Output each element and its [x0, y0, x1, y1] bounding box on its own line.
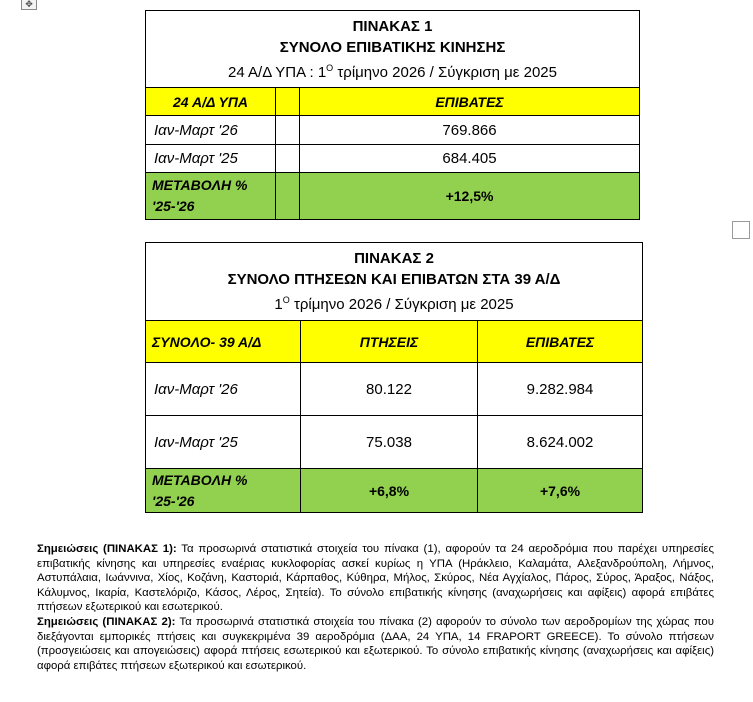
- row-label: Ιαν-Μαρτ '25: [146, 416, 301, 469]
- row-label: Ιαν-Μαρτ '26: [146, 363, 301, 416]
- change-label-line1: ΜΕΤΑΒΟΛΗ %: [152, 471, 248, 488]
- note-1-label: Σημειώσεις (ΠΙΝΑΚΑΣ 1):: [37, 543, 177, 555]
- table-1-header-row: [146, 88, 640, 116]
- table-2-period-prefix: 1: [274, 296, 283, 313]
- flights-value: 75.038: [301, 416, 478, 469]
- passengers-value: 8.624.002: [478, 416, 643, 469]
- table-2-header-passengers: ΕΠΙΒΑΤΕΣ: [478, 321, 643, 363]
- row-label: Ιαν-Μαρτ '26: [146, 116, 276, 145]
- table-1-title: ΠΙΝΑΚΑΣ 1: [352, 17, 433, 35]
- row-label: Ιαν-Μαρτ '25: [146, 145, 276, 173]
- table-2-header-row: [146, 321, 643, 363]
- table-2-period-sup: Ο: [282, 295, 290, 305]
- table-1-header-empty: [276, 88, 300, 116]
- empty-cell: [276, 173, 300, 220]
- note-2-text: Τα προσωρινά στατιστικά στοιχεία του πίνακα (2) αφορούν το σύνολο των αεροδρομίων της χώρας που διεξάγονται εμπορικές πτήσεις και συγκεκριμένα 39 αεροδρόμια (ΔΑΑ, 24 ΥΠΑ, 14 FRAPORT GREECE). Το σύνολο πτήσεων (προσγειώσεις και απογειώσεις) αφορά πτήσεις εσωτερικού και εξωτερικού. Το σύνολο επιβατικής κίνησης (αναχωρήσεις και αφίξεις) αφορά επιβάτες πτήσεων εξωτερικού και εσωτερικού.: [37, 615, 714, 672]
- change-label-line1: ΜΕΤΑΒΟΛΗ %: [152, 177, 248, 193]
- table-move-handle-icon[interactable]: ✥: [21, 0, 37, 10]
- table-1-change-row: [146, 173, 640, 220]
- table-1: [145, 10, 640, 220]
- table-1-period: [146, 58, 639, 83]
- change-label-line2: '25-'26: [152, 492, 195, 509]
- notes-section: [37, 542, 714, 673]
- empty-checkbox-icon[interactable]: [732, 221, 750, 239]
- note-table-2: [37, 615, 714, 673]
- table-2-header-flights: ΠΤΗΣΕΙΣ: [301, 321, 478, 363]
- table-2-subtitle: ΣΥΝΟΛΟ ΠΤΗΣΕΩΝ ΚΑΙ ΕΠΙΒΑΤΩΝ ΣΤΑ 39 Α/Δ: [227, 271, 561, 288]
- change-label-line2: '25-'26: [152, 198, 195, 214]
- table-2-period: [146, 290, 642, 315]
- table-2: [145, 242, 643, 513]
- flights-change-value: +6,8%: [301, 469, 478, 513]
- change-label: [146, 173, 276, 220]
- passengers-value: 769.866: [300, 116, 640, 145]
- note-table-1: [37, 542, 714, 615]
- table-2-title-cell: [146, 243, 643, 321]
- table-row: [146, 363, 643, 416]
- note-2-label: Σημειώσεις (ΠΙΝΑΚΑΣ 2):: [37, 615, 176, 628]
- passengers-value: 684.405: [300, 145, 640, 173]
- passengers-value: 9.282.984: [478, 363, 643, 416]
- note-1-text: Τα προσωρινά στατιστικά στοιχεία του πίνακα (1), αφορούν τα 24 αεροδρόμια που παρέχει υπηρεσίες επιβατικής κίνησης και υπηρεσίες εναέριας κυκλοφορίας ασκεί κυρίως η ΥΠΑ (Ηράκλειο, Καλαμάτα, Αλεξανδρούπολη, Λήμνος, Αστυπάλαια, Ιωάννινα, Χίος, Κοζάνη, Καστοριά, Κάρπαθος, Κύθηρα, Μήλος, Σκύρος, Νέα Αγχίαλος, Πάρος, Σύρος, Άραξος, Νάξος, Κάλυμνος, Ικαρία, Καστελόριζο, Κάσος, Λέρος, Σητεία). Το σύνολο επιβατικής κίνησης (αναχωρήσεις και αφίξεις) αφορά επιβάτες πτήσεων εξωτερικού και εσωτερικού.: [37, 543, 714, 614]
- table-1-header-airports: 24 Α/Δ ΥΠΑ: [146, 88, 276, 116]
- table-row: [146, 416, 643, 469]
- table-1-period-sup: Ο: [326, 62, 334, 73]
- empty-cell: [276, 116, 300, 145]
- table-2-change-row: [146, 469, 643, 513]
- table-1-header-passengers: ΕΠΙΒΑΤΕΣ: [300, 88, 640, 116]
- table-2-title: ΠΙΝΑΚΑΣ 2: [354, 250, 434, 267]
- table-2-period-suffix: τρίμηνο 2026 / Σύγκριση με 2025: [289, 296, 514, 313]
- table-1-subtitle: ΣΥΝΟΛΟ ΕΠΙΒΑΤΙΚΗΣ ΚΙΝΗΣΗΣ: [279, 38, 506, 56]
- table-1-title-cell: [146, 11, 640, 88]
- empty-cell: [276, 145, 300, 173]
- change-label: [146, 469, 301, 513]
- table-2-header-total: ΣΥΝΟΛΟ- 39 Α/Δ: [146, 321, 301, 363]
- table-1-period-prefix: 24 Α/Δ ΥΠΑ : 1: [228, 63, 327, 81]
- table-row: [146, 116, 640, 145]
- passengers-change-value: +12,5%: [300, 173, 640, 220]
- passengers-change-value: +7,6%: [478, 469, 643, 513]
- table-1-period-suffix: τρίμηνο 2026 / Σύγκριση με 2025: [333, 63, 557, 81]
- flights-value: 80.122: [301, 363, 478, 416]
- table-row: [146, 145, 640, 173]
